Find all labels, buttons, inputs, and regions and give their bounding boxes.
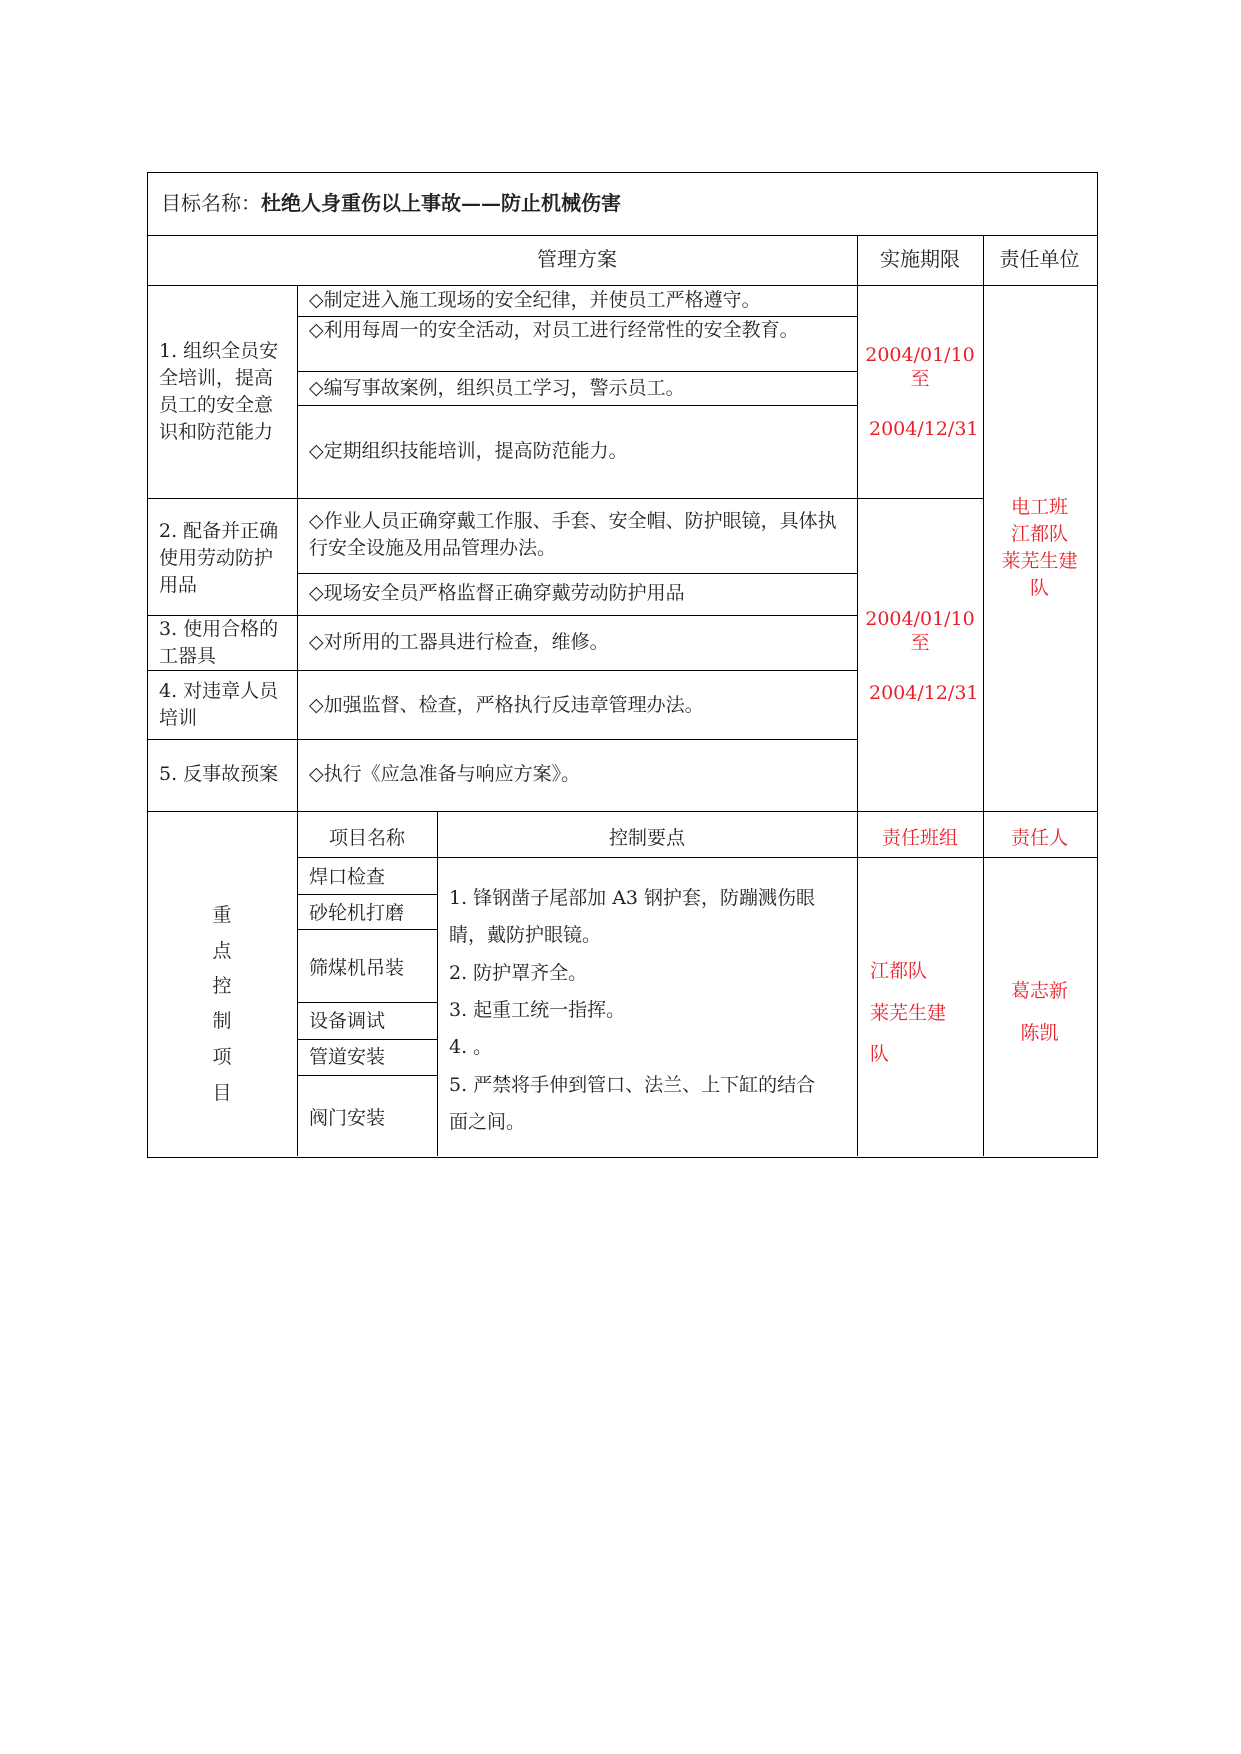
key-control-char: 项 — [212, 1046, 232, 1068]
control-point-line: 1. 锋钢凿子尾部加 A3 钢护套，防蹦溅伤眼 — [449, 887, 816, 909]
responsible-unit-line: 队 — [1029, 577, 1049, 599]
responsible-unit-line: 电工班 — [1010, 496, 1068, 518]
measure-item: ◇执行《应急准备与响应方案》。 — [309, 763, 581, 785]
responsible-team-line: 队 — [870, 1043, 890, 1065]
item-divider — [297, 929, 437, 930]
header-item-name: 项目名称 — [328, 827, 405, 849]
control-item: 设备调试 — [309, 1010, 386, 1032]
row-divider — [147, 811, 1098, 812]
target-label: 目标名称： — [161, 191, 261, 215]
section-title: 4. 对违章人员培训 — [159, 680, 279, 729]
section-title: 2. 配备并正确使用劳动防护用品 — [159, 520, 279, 596]
row-divider — [297, 405, 857, 406]
period-from: 2004/01/10 — [865, 344, 975, 366]
header-plan: 管理方案 — [537, 247, 617, 271]
control-item: 管道安装 — [309, 1046, 386, 1068]
control-item: 阀门安装 — [309, 1107, 386, 1129]
measure-item: ◇编写事故案例，组织员工学习，警示员工。 — [309, 377, 685, 399]
control-point-line: 5. 严禁将手伸到管口、法兰、上下缸的结合 — [449, 1074, 816, 1096]
control-point-line: 2. 防护罩齐全。 — [449, 962, 588, 984]
header-control-points: 控制要点 — [608, 827, 685, 849]
key-control-char: 重 — [212, 904, 232, 926]
responsible-person: 陈凯 — [1020, 1022, 1059, 1044]
responsible-team-line: 江都队 — [870, 960, 928, 982]
measure-item: ◇制定进入施工现场的安全纪律，并使员工严格遵守。 — [309, 289, 761, 311]
row-divider — [147, 235, 1098, 236]
header-responsible-person: 责任人 — [1010, 827, 1068, 849]
measure-item: ◇利用每周一的安全活动，对员工进行经常性的安全教育。 — [309, 319, 799, 341]
header-unit: 责任单位 — [999, 247, 1080, 271]
item-divider — [297, 1039, 437, 1040]
responsible-unit-line: 莱芜生建 — [1001, 550, 1078, 572]
section-title: 5. 反事故预案 — [159, 763, 279, 785]
key-control-char: 制 — [212, 1010, 232, 1032]
measure-item: ◇作业人员正确穿戴工作服、手套、安全帽、防护眼镜，具体执行安全设施及用品管理办法。 — [309, 510, 837, 559]
period-from: 2004/01/10 — [865, 608, 975, 630]
period-to: 2004/12/31 — [869, 682, 979, 704]
control-point-line: 3. 起重工统一指挥。 — [449, 999, 626, 1021]
control-item: 筛煤机吊装 — [309, 957, 405, 979]
item-divider — [297, 1075, 437, 1076]
measure-item: ◇加强监督、检查，严格执行反违章管理办法。 — [309, 694, 704, 716]
period-to-word: 至 — [910, 632, 930, 654]
row-divider — [147, 285, 1098, 286]
col-divider — [297, 285, 298, 1156]
responsible-person: 葛志新 — [1010, 980, 1068, 1002]
key-control-char: 点 — [212, 940, 232, 962]
item-divider — [297, 894, 437, 895]
control-point-line: 睛，戴防护眼镜。 — [449, 924, 602, 946]
control-point-line: 面之间。 — [449, 1111, 526, 1133]
measure-item: ◇定期组织技能培训，提高防范能力。 — [309, 440, 628, 462]
row-divider — [297, 857, 1098, 858]
period-to-word: 至 — [910, 368, 930, 390]
target-title — [161, 190, 621, 217]
control-point-line: 4. 。 — [449, 1036, 493, 1058]
target-name: 杜绝人身重伤以上事故——防止机械伤害 — [261, 191, 621, 215]
period-to: 2004/12/31 — [869, 418, 979, 440]
header-responsible-team: 责任班组 — [881, 827, 958, 849]
key-control-char: 控 — [212, 975, 232, 997]
col-divider — [983, 235, 984, 1156]
key-control-char: 目 — [212, 1082, 232, 1104]
item-divider — [297, 1002, 437, 1003]
col-divider — [437, 811, 438, 1156]
control-item: 焊口检查 — [309, 866, 386, 888]
responsible-team-line: 莱芜生建 — [870, 1002, 947, 1024]
measure-item: ◇对所用的工器具进行检查，维修。 — [309, 631, 609, 653]
row-divider — [297, 371, 857, 372]
row-divider — [147, 670, 857, 671]
row-divider — [147, 739, 857, 740]
row-divider — [297, 573, 857, 574]
measure-item: ◇现场安全员严格监督正确穿戴劳动防护用品 — [309, 582, 685, 604]
responsible-unit-line: 江都队 — [1010, 523, 1068, 545]
header-period: 实施期限 — [880, 247, 960, 271]
control-item: 砂轮机打磨 — [309, 902, 405, 924]
section-title: 3. 使用合格的工器具 — [159, 618, 279, 667]
section-title: 1. 组织全员安全培训，提高员工的安全意识和防范能力 — [159, 340, 279, 443]
